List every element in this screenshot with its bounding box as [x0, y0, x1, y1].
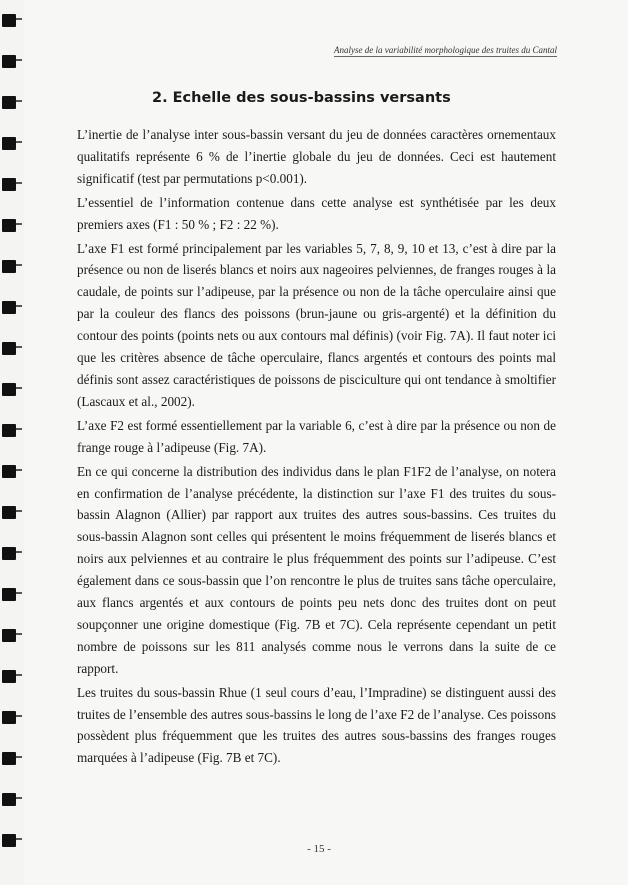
binding-hole [2, 383, 16, 396]
paragraph: L’axe F2 est formé essentiellement par la variable 6, c’est à dire par la présence ou non de frange rouge à l’adipeuse (Fig. 7A). [77, 417, 556, 455]
spiral-binding [0, 0, 24, 885]
binding-hole [2, 137, 16, 150]
section-heading: 2. Echelle des sous-bassins versants [152, 90, 451, 106]
binding-hole [2, 670, 16, 683]
binding-hole [2, 752, 16, 765]
binding-hole [2, 55, 16, 68]
binding-hole [2, 465, 16, 478]
binding-hole [2, 793, 16, 806]
binding-hole [2, 424, 16, 437]
page-number: - 15 - [307, 843, 331, 855]
binding-hole [2, 301, 16, 314]
binding-hole [2, 342, 16, 355]
binding-hole [2, 629, 16, 642]
paragraph: Les truites du sous-bassin Rhue (1 seul cours d’eau, l’Impradine) se distinguent aussi des truites de l’ensemble des autres sous-bassins le long de l’axe F2 de l’analyse. Ces poissons possèdent plus fréquemment que les truites des autres sous-bassins des franges rouges marquées à l’adipeuse (Fig. 7B et 7C). [77, 684, 556, 766]
binding-hole [2, 260, 16, 273]
body-text [77, 124, 556, 771]
binding-hole [2, 178, 16, 191]
paragraph: L’inertie de l’analyse inter sous-bassin versant du jeu de données caractères ornementaux qualitatifs représente 6 % de l’inertie globale du jeu de données. Ceci est hautement significatif (test par permutations p<0.001). [77, 127, 556, 186]
paragraph: L’axe F1 est formé principalement par les variables 5, 7, 8, 9, 10 et 13, c’est à dire par la présence ou non de liserés blancs et noirs aux nageoires pelviennes, de franges rouges à la caudale, de points sur l’adipeuse, par la présence ou non de la tâche operculaire ainsi que par la couleur des flancs des poissons (brun-jaune ou gris-argenté) et la définition du contour des points (points nets ou aux contours mal définis) (voir Fig. 7A). Il faut noter ici que les critères absence de tâche operculaire, flancs argentés et contours des points mal définis sont assez caractéristiques de poissons de pisciculture qui ont tendance à smoltifier (Lascaux et al., 2002). [77, 240, 556, 409]
binding-hole [2, 219, 16, 232]
paragraph: En ce qui concerne la distribution des individus dans le plan F1F2 de l’analyse, on notera en confirmation de l’analyse précédente, la distinction sur l’axe F1 des truites du sous-bassin Alagnon (Allier) par rapport aux truites des autres sous-bassins. Ces truites du sous-bassin Alagnon sont celles qui présentent le moins fréquemment de liserés blancs et noirs aux pelviennes et au contraire le plus fréquemment des points sur l’adipeuse. C’est également dans ce sous-bassin que l’on rencontre le plus de truites sans tâche operculaire, aux flancs argentés et aux contours de points peu nets donc des truites dont on peut soupçonner une origine domestique (Fig. 7B et 7C). Cela représente cependant un petit nombre de poissons sur les 811 analysés comme nous le verrons dans la suite de ce rapport. [77, 463, 556, 676]
binding-hole [2, 547, 16, 560]
binding-hole [2, 506, 16, 519]
running-header: Analyse de la variabilité morphologique des truites du Cantal [334, 45, 557, 55]
binding-hole [2, 588, 16, 601]
paragraph: L’essentiel de l’information contenue dans cette analyse est synthétisée par les deux premiers axes (F1 : 50 % ; F2 : 22 %). [77, 194, 556, 232]
binding-hole [2, 14, 16, 27]
binding-hole [2, 96, 16, 109]
binding-hole [2, 711, 16, 724]
